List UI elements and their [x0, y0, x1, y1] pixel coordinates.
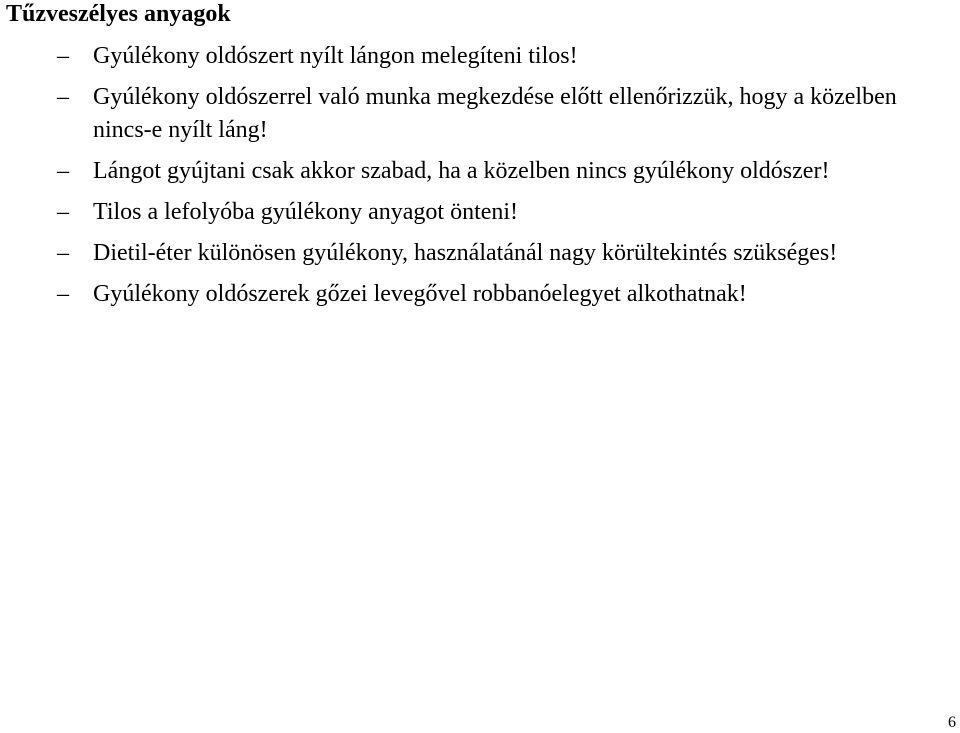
- dash-marker: –: [57, 84, 69, 110]
- bullet-text: Tilos a lefolyóba gyúlékony anyagot önteni!: [93, 199, 519, 225]
- bullet-item: [57, 40, 957, 73]
- bullet-text: Lángot gyújtani csak akkor szabad, ha a közelben nincs gyúlékony oldószer!: [93, 158, 830, 184]
- bullet-text: Gyúlékony oldószert nyílt lángon melegíteni tilos!: [93, 43, 578, 69]
- dash-marker: –: [57, 240, 69, 266]
- bullet-text: Gyúlékony oldószerek gőzei levegővel robbanóelegyet alkothatnak!: [93, 281, 747, 307]
- bullet-item: [57, 81, 957, 147]
- dash-marker: –: [57, 281, 69, 307]
- dash-marker: –: [57, 199, 69, 225]
- bullet-item: [57, 237, 957, 270]
- dash-marker: –: [57, 43, 69, 69]
- page-number: 6: [948, 714, 956, 731]
- bullet-text: Dietil-éter különösen gyúlékony, használatánál nagy körültekintés szükséges!: [93, 240, 838, 266]
- slide-title: Tűzveszélyes anyagok: [6, 1, 231, 27]
- bullet-text: Gyúlékony oldószerrel való munka megkezdése előtt ellenőrizzük, hogy a közelben nincs-e nyílt láng!: [93, 84, 897, 143]
- bullet-item: [57, 196, 957, 229]
- bullet-list: [57, 40, 957, 319]
- bullet-item: [57, 278, 957, 311]
- dash-marker: –: [57, 158, 69, 184]
- bullet-item: [57, 155, 957, 188]
